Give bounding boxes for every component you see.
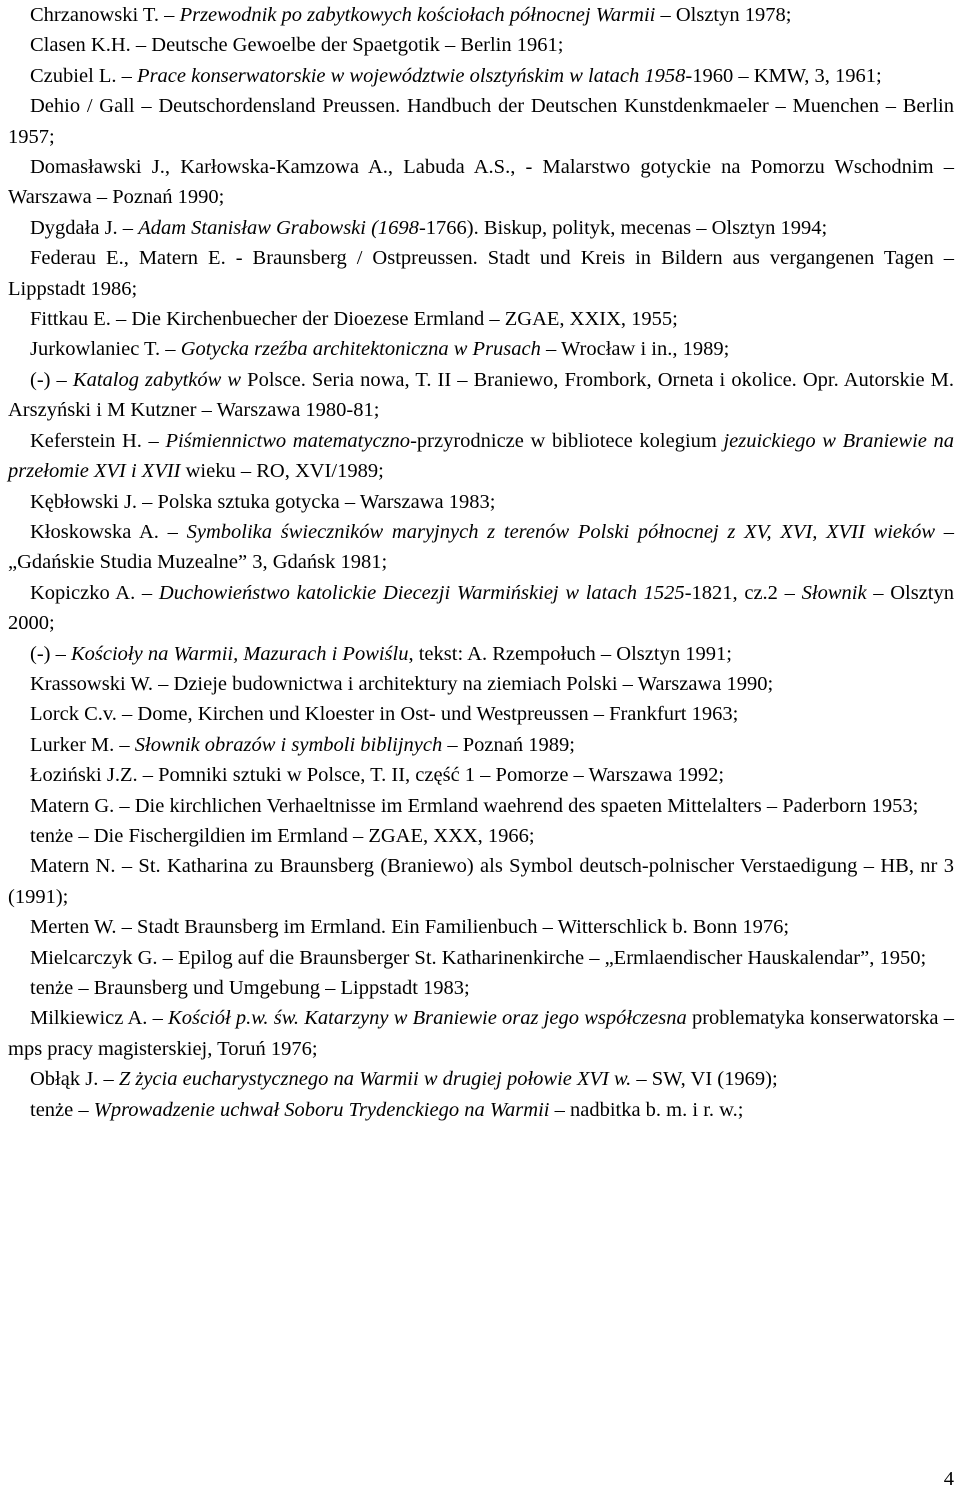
entry-text: Chrzanowski T. – — [30, 4, 180, 26]
entry-text: Merten W. – Stadt Braunsberg im Ermland. Ein Familienbuch – Witterschlick b. Bonn 1976; — [30, 916, 790, 939]
entry-title-italic: Katalog zabytków w — [72, 368, 242, 391]
entry-text: Kłoskowska A. – — [30, 520, 187, 543]
entry-text: Federau E., Matern E. - Braunsberg / Ostpreussen. Stadt und Kreis in Bildern aus vergangenen Tagen – Lippstadt 1986; — [8, 247, 954, 300]
entry-text: Jurkowlaniec T. – — [30, 338, 181, 361]
entry-text: Matern N. – St. Katharina zu Braunsberg (Braniewo) als Symbol deutsch-polnischer Verstaedigung – HB, nr 3 (1991); — [8, 855, 954, 908]
entry-text: – „Gdańskie Studia Muzealne” 3, Gdańsk 1981; — [8, 520, 955, 574]
entry-text: – nadbitka b. m. i r. w.; — [549, 1098, 744, 1121]
entry-title-italic: Wprowadzenie uchwał Soboru Trydenckiego na Warmii — [93, 1098, 550, 1121]
bibliography-entry — [8, 365, 954, 426]
bibliography-entry — [8, 0, 954, 30]
entry-text: Milkiewicz A. – — [30, 1007, 169, 1030]
entry-text: Domasławski J., Karłowska-Kamzowa A., Labuda A.S., - Malarstwo gotyckie na Pomorzu Wschodnim – Warszawa – Poznań 1990; — [8, 156, 954, 209]
bibliography-entry — [8, 517, 954, 578]
bibliography-entry — [8, 578, 954, 639]
bibliography-entry — [8, 821, 954, 851]
entry-title-italic: Z życia eucharystycznego na Warmii w drugiej połowie XVI w. — [118, 1068, 632, 1091]
entry-text: Kopiczko A. – — [30, 581, 159, 604]
entry-text: -1821, cz.2 – — [684, 581, 802, 604]
bibliography-entry — [8, 152, 954, 213]
entry-text: Lorck C.v. – Dome, Kirchen und Kloester in Ost- und Westpreussen – Frankfurt 1963; — [30, 703, 739, 726]
bibliography-entry — [8, 669, 954, 699]
entry-title-italic: Słownik — [801, 581, 867, 604]
bibliography-entry — [8, 1095, 954, 1125]
entry-text: Mielcarczyk G. – Epilog auf die Braunsberger St. Katharinenkirche – „Ermlaendischer Hauskalendar”, 1950; — [30, 946, 927, 969]
entry-title-italic: Adam Stanisław Grabowski (1698 — [138, 216, 419, 239]
entry-text: tenże – Die Fischergildien im Ermland – ZGAE, XXX, 1966; — [30, 824, 535, 847]
bibliography-entry — [8, 426, 954, 487]
entry-title-italic: Kościół p.w. św. Katarzyny w Braniewie oraz jego współczesna — [168, 1007, 687, 1030]
entry-text: Fittkau E. – Die Kirchenbuecher der Dioezese Ermland – ZGAE, XXIX, 1955; — [30, 308, 678, 331]
bibliography-entry — [8, 699, 954, 729]
bibliography-entry — [8, 730, 954, 760]
entry-title-italic: Duchowieństwo katolickie Diecezji Warmińskiej w latach 1525 — [158, 581, 685, 604]
bibliography-entry — [8, 61, 954, 91]
bibliography-entry — [8, 91, 954, 152]
bibliography-entry — [8, 334, 954, 364]
entry-text: tenże – Braunsberg und Umgebung – Lippstadt 1983; — [30, 977, 470, 999]
entry-text: (-) – — [30, 368, 73, 391]
entry-text: – Wrocław i in., 1989; — [540, 338, 730, 361]
entry-text: – Poznań 1989; — [442, 733, 575, 756]
entry-text: Clasen K.H. – Deutsche Gewoelbe der Spaetgotik – Berlin 1961; — [30, 34, 564, 57]
bibliography-entry — [8, 851, 954, 912]
entry-title-italic: Przewodnik po zabytkowych kościołach północnej Warmii — [179, 4, 656, 26]
bibliography-entry — [8, 30, 954, 60]
entry-text: – Olsztyn 1978; — [655, 4, 792, 26]
entry-text: Dygdała J. – — [30, 216, 139, 239]
bibliography-entry — [8, 213, 954, 243]
entry-text: Dehio / Gall – Deutschordensland Preussen. Handbuch der Deutschen Kunstdenkmaeler – Muenchen – Berlin 1957; — [8, 95, 954, 148]
entry-text: Kębłowski J. – Polska sztuka gotycka – Warszawa 1983; — [30, 490, 496, 513]
bibliography-entry — [8, 912, 954, 942]
entry-text: Łoziński J.Z. – Pomniki sztuki w Polsce, T. II, część 1 – Pomorze – Warszawa 1992; — [30, 764, 725, 787]
bibliography-entry — [8, 639, 954, 669]
entry-text: Obłąk J. – — [30, 1068, 119, 1091]
entry-text: – Olsztyn 2000; — [8, 581, 955, 635]
bibliography-entry — [8, 304, 954, 334]
bibliography-entry — [8, 973, 954, 1003]
bibliography-entry — [8, 487, 954, 517]
entry-title-italic: Piśmiennictwo matematyczno — [165, 429, 411, 452]
entry-text: – SW, VI (1969); — [631, 1068, 778, 1091]
bibliography-entry — [8, 243, 954, 304]
entry-text: Matern G. – Die kirchlichen Verhaeltnisse im Ermland waehrend des spaeten Mittelalters – Paderborn 1953; — [30, 794, 919, 817]
entry-text: Keferstein H. – — [30, 429, 166, 452]
entry-text: (-) – — [30, 642, 71, 665]
bibliography-entry — [8, 943, 954, 973]
entry-text: -1960 – KMW, 3, 1961; — [685, 64, 882, 87]
entry-text: , tekst: A. Rzempołuch – Olsztyn 1991; — [408, 642, 732, 665]
entry-title-italic: Prace konserwatorskie w województwie olsztyńskim w latach 1958 — [137, 64, 686, 87]
bibliography-entry — [8, 791, 954, 821]
entry-title-italic: Symbolika świeczników maryjnych z terenów Polski północnej z XV, XVI, XVII wieków — [186, 520, 936, 543]
entry-text: Krassowski W. – Dzieje budownictwa i architektury na ziemiach Polski – Warszawa 1990; — [30, 672, 774, 695]
entry-title-italic: jezuickiego w Braniewie na przełomie XVI i XVII — [8, 429, 954, 483]
entry-text: tenże – — [30, 1098, 94, 1121]
bibliography-list — [8, 0, 954, 1125]
entry-text: Lurker M. – — [30, 733, 135, 756]
entry-text: -przyrodnicze w bibliotece kolegium — [410, 429, 724, 452]
entry-text: problematyka konserwatorska – mps pracy magisterskiej, Toruń 1976; — [8, 1007, 954, 1060]
entry-title-italic: Słownik obrazów i symboli biblijnych — [134, 733, 443, 756]
entry-text: Czubiel L. – — [30, 64, 138, 87]
entry-title-italic: Kościoły na Warmii, Mazurach i Powiślu — [70, 642, 409, 665]
entry-text: wieku – RO, XVI/1989; — [180, 460, 384, 483]
bibliography-entry — [8, 1003, 954, 1064]
entry-text: -1766). Biskup, polityk, mecenas – Olsztyn 1994; — [418, 216, 828, 239]
entry-title-italic: Gotycka rzeźba architektoniczna w Prusach — [180, 338, 541, 361]
entry-text: Polsce. Seria nowa, T. II – Braniewo, Frombork, Orneta i okolice. Opr. Autorskie M. Arszyński i M Kutzner – Warszawa 1980-81; — [8, 368, 954, 422]
bibliography-entry — [8, 1064, 954, 1094]
page-number: 4 — [943, 1468, 954, 1490]
bibliography-entry — [8, 760, 954, 790]
